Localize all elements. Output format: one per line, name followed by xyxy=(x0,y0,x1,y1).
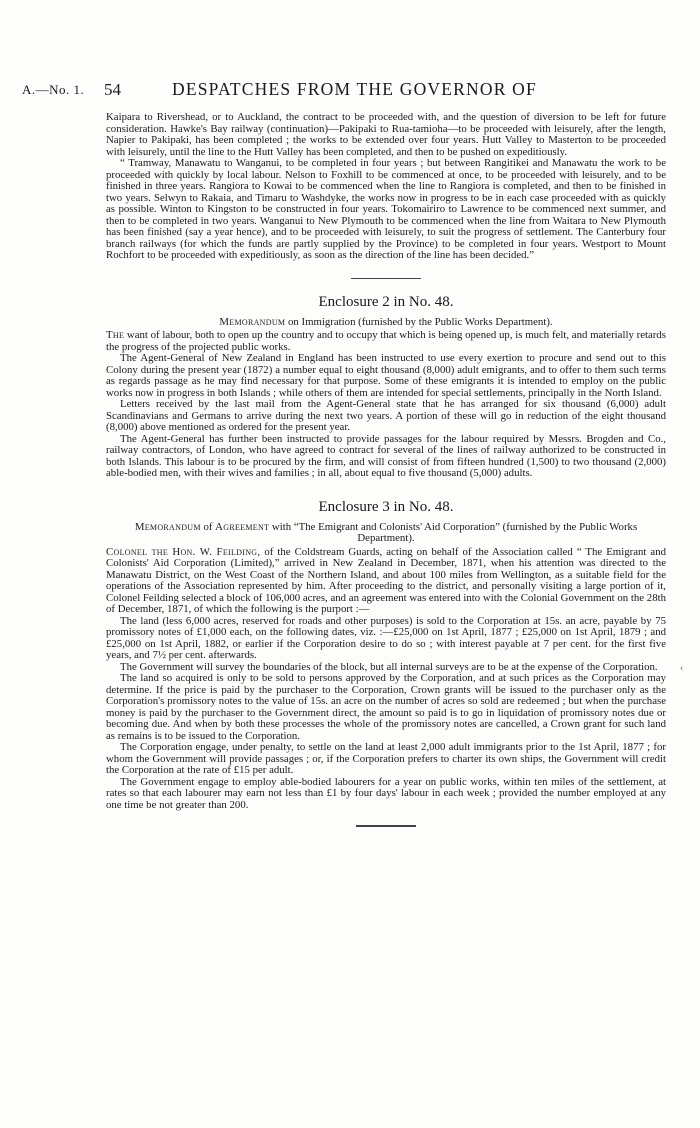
page-body xyxy=(106,112,666,827)
agreement-label: Agreement xyxy=(215,520,270,533)
memorandum-connector: of xyxy=(200,520,216,533)
running-title: DESPATCHES FROM THE GOVERNOR OF xyxy=(172,79,537,99)
body-paragraph xyxy=(106,547,666,616)
body-paragraph: The Government will survey the boundaries of the block, but all internal surveys are to be at the expense of the Corporation. xyxy=(120,660,658,673)
memorandum-label: Memorandum xyxy=(134,520,201,533)
continuation-paragraph: “ Tramway, Manawatu to Wanganui, to be completed in four years ; but between Rangitikei and Manawatu the work to be proceeded with quickly by local labour. Nelson to Foxhill to be commenced at once, to be proceeded with leisurely, and to be finished in three years. Rangiora to Kowai to be commenced when the line to Rangiora is completed, and then to be finished in two years. Selwyn to Rakaia, and Timaru to Washdyke, the works now in progress to be in each case proceeded with as quickly as possible. Winton to Kingston to be constructed in four years. Tokomairiro to Lawrence to be commenced next summer, and then to be completed in two years. Wanganui to New Plymouth to be commenced when the line from Waitara to New Plymouth has been finished (say a year hence), and to be proceeded with leisurely, to suit the progress of settlement. The Canterbury four branch railways (for which the funds are partly supplied by the Province) to be completed in four years. Westport to Mount Rochfort to be proceeded with expeditiously, as soon as the direction of the line has been decided.” xyxy=(106,157,666,261)
enclosure-3-section xyxy=(106,498,666,812)
body-paragraph: The Agent-General of New Zealand in England has been instructed to use every exertion to procure and send out to this Colony during the present year (1872) a number equal to eight thousand (8,000) adult emigrants, and to offer to them such terms as regards passage as he may find necessary for that purpose. Some of these emigrants it is intended to employ on the public works now in progress in both Islands ; while others of them are intended for special settlements, principally in the North Island. xyxy=(106,352,666,399)
end-divider xyxy=(356,825,416,827)
body-paragraph: The Corporation engage, under penalty, to settle on the land at least 2,000 adult immigrants prior to the 1st April, 1877 ; for whom the Government will provide passages ; or, if the Corporation prefers to charter its own ships, the Government will credit the Corporation at the rate of £15 per adult. xyxy=(106,741,666,776)
page-number: 54 xyxy=(104,80,121,99)
section-spacer xyxy=(106,480,666,498)
body-paragraph xyxy=(106,330,666,353)
memorandum-title xyxy=(106,522,666,545)
body-paragraph: Letters received by the last mail from the Agent-General state that he has arranged for six thousand (6,000) adult Scandinavians and Germans to arrive during the next two years. A portion of these will go in reduction of the eight thousand (8,000) above mentioned as ordered for the present year. xyxy=(106,398,666,433)
body-paragraph: The Agent-General has further been instructed to provide passages for the labour required by Messrs. Brogden and Co., railway contractors, of London, who have agreed to contract for several of the lines of railway authorized to be constructed in both Islands. This labour is to be procured by the firm, and will consist of from fifteen hundred (1,500) to two thousand (2,000) able-bodied men, with their wives and families ; in all, about equal to five thousand (5,000) adults. xyxy=(106,432,666,479)
body-paragraph: The Government engage to employ able-bodied labourers for a year on public works, within ten miles of the settlement, at rates so that each labourer may earn not less than £1 by four days' labour in each week ; provided the number employed at any one time be not greater than 200. xyxy=(106,775,666,811)
document-reference: A.—No. 1. xyxy=(22,82,85,97)
section-divider xyxy=(351,278,421,279)
memorandum-label: Memorandum xyxy=(219,315,286,328)
continuation-paragraph: Kaipara to Rivershead, or to Auckland, the contract to be proceeded with, and the question of diversion to be left for future consideration. Hawke's Bay railway (continuation)—Pakipaki to Rua-tamioha—to be proceeded with leisurely, after the length, Napier to Pakipaki, has been completed ; the works to be extended over four years. Hutt Valley to Masterton to be proceeded with leisurely, until the line to the Hutt Valley has been completed, and then to be pushed on expeditiously. xyxy=(106,111,666,158)
lead-word: The xyxy=(106,329,125,341)
body-paragraph: The land (less 6,000 acres, reserved for roads and other purposes) is sold to the Corporation at 15s. an acre, payable by 75 promissory notes of £1,000 each, on the following dates, viz. :—£25,000 on 1st April, 1877 ; £25,000 on 1st April, 1879 ; and £25,000 on 1st April, 1882, or earlier if the Corporation desire to do so ; with interest payable at 7 per cent. for the first five years, and 7½ per cent. afterwards. xyxy=(106,614,666,661)
memorandum-title xyxy=(106,317,666,329)
paragraph-text: of the Coldstream Guards, acting on behalf of the Association called “ The Emigrant and Colonists' Aid Corporation (Limited),” arrived in New Zealand in December, 1871, when his attention was directed to the Manawatu District, on the West Coast of the Northern Island, and about 100 miles from Wellington, as a suitable field for the operations of the Association represented by him. After proceeding to the district, and personally visiting a large portion of it, Colonel Feilding selected a block of 106,000 acres, and an agreement was entered into with the Colonial Government on the 28th of December, 1871, of which the following is the purport :— xyxy=(106,545,666,615)
running-header xyxy=(22,79,670,102)
margin-mark: ‹ xyxy=(680,663,684,674)
lead-name: Colonel the Hon. W. Feilding, xyxy=(106,545,261,558)
memorandum-subject: with “The Emigrant and Colonists' Aid Corporation” (furnished by the Public Works Department). xyxy=(269,520,638,544)
enclosure-heading: Enclosure 3 in No. 48. xyxy=(318,498,454,515)
enclosure-heading: Enclosure 2 in No. 48. xyxy=(318,293,454,310)
memorandum-subject: on Immigration (furnished by the Public Works Department). xyxy=(285,315,553,328)
paragraph-text: want of labour, both to open up the country and to occupy that which is being opened up, is much felt, and materially retards the progress of the projected public works. xyxy=(106,329,666,353)
body-paragraph: The land so acquired is only to be sold to persons approved by the Corporation, and at such prices as the Corporation may determine. If the price is paid by the purchaser to the Corporation, Crown grants will be issued to the purchaser only as the Corporation's promissory notes to the value of 15s. an acre on the number of acres so sold are redeemed ; but when the purchase money is paid by the purchaser to the Government direct, the amount so paid is to go in liquidation of promissory notes due or becoming due. And when by both these processes the whole of the promissory notes are cancelled, a Crown grant for such land as remains is to be issued to the Corporation. xyxy=(106,672,666,742)
enclosure-2-section xyxy=(106,293,666,480)
